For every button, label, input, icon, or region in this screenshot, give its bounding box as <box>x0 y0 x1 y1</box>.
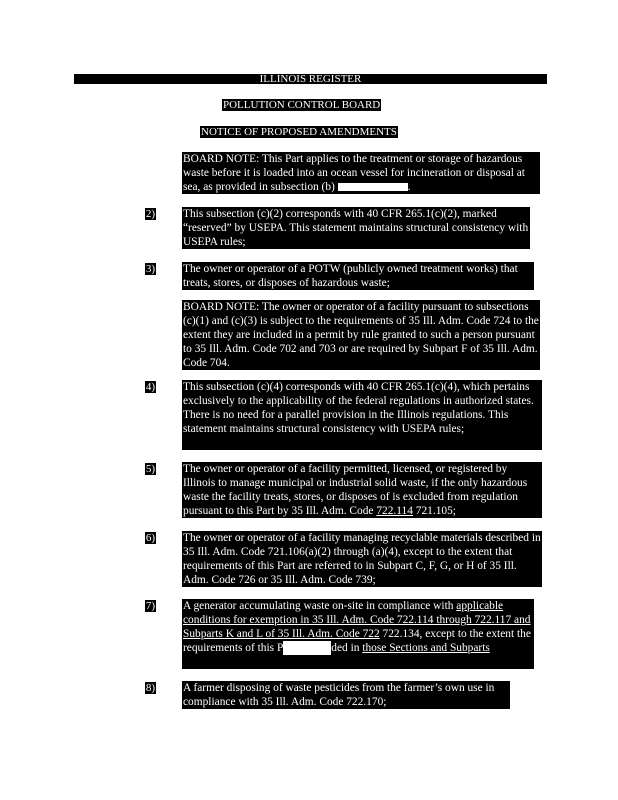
item-number: 7) <box>145 600 156 612</box>
redaction <box>283 641 331 655</box>
notice-title: NOTICE OF PROPOSED AMENDMENTS <box>201 126 397 138</box>
item-5-text-a: The owner or operator of a facility permitted, licensed, or registered by Illinois to manage municipal or industrial solid waste, if the only hazardous waste the facility treats, stores, or disposes of is excluded from regulation pursuant to this Part by 35 Ill. Adm. Code <box>183 463 528 517</box>
item-number: 3) <box>145 263 156 275</box>
board-note-2: BOARD NOTE: The owner or operator of a facility pursuant to subsections (c)(1) and (c)(3) is subject to the requirements of 35 Ill. Adm. Code 724 to the extent they are included in a permit by rule granted to such a person pursuant to 35 Ill. Adm. Code 702 and 703 or are required by Subpart F of 35 Ill. Adm. Code 704. <box>183 301 539 369</box>
item-6-text: The owner or operator of a facility managing recyclable materials described in 35 Ill. Adm. Code 721.106(a)(2) through (a)(4), except to the extent that requirements of this Part are referred to in Subpart C, F, G, or H of 35 Ill. Adm. Code 726 or 35 Ill. Adm. Code 739; <box>183 532 541 586</box>
item-8-text: A farmer disposing of waste pesticides from the farmer’s own use in compliance with 35 Ill. Adm. Code 722.170; <box>182 681 510 709</box>
item-number: 8) <box>145 682 156 694</box>
item-7-text-underlined-2: those Sections and Subparts <box>362 642 490 654</box>
item-5-text-underlined: 722.114 <box>376 505 413 517</box>
item-4-text: This subsection (c)(4) corresponds with 40 CFR 265.1(c)(4), which pertains exclusively to the applicability of the federal regulations in authorized states. There is no need for a parallel provision in the Illinois regulations. This statement maintains structural consistency with USEPA rules; <box>182 380 542 450</box>
item-number: 2) <box>145 208 156 220</box>
item-7-text-underlined-1: applicable conditions for exemption in 35 Ill. Adm. Code 722.114 through 722.117 and Subparts K and L of 35 Ill. Adm. Code 722 <box>183 600 531 640</box>
item-number: 5) <box>145 463 156 475</box>
board-note-1: BOARD NOTE: This Part applies to the treatment or storage of hazardous waste before it is loaded into an ocean vessel for incineration or disposal at sea, as provided in subsection (b) . <box>182 152 540 194</box>
board-note-1-text: BOARD NOTE: This Part applies to the treatment or storage of hazardous waste before it is loaded into an ocean vessel for incineration or disposal at sea, as provided in subsection (b) <box>183 153 525 193</box>
item-3-text: The owner or operator of a POTW (publicly owned treatment works) that treats, stores, or disposes of hazardous waste; <box>182 262 534 290</box>
item-7-text-b: 722.134, except to the extent the requirements of this P <box>183 628 531 654</box>
item-5-text <box>182 462 542 518</box>
item-7-text-a: A generator accumulating waste on-site in compliance with <box>183 600 457 612</box>
item-number: 6) <box>145 532 156 544</box>
item-5-text-b: 721.105; <box>412 505 456 517</box>
item-2-text: This subsection (c)(2) corresponds with 40 CFR 265.1(c)(2), marked “reserved” by USEPA. This statement maintains structural consistency with USEPA rules; <box>183 208 529 248</box>
item-number: 4) <box>145 381 156 393</box>
item-7-text <box>182 599 534 669</box>
register-title: ILLINOIS REGISTER <box>74 74 547 84</box>
item-7-text-c: ded in <box>331 642 363 654</box>
redaction <box>338 183 408 191</box>
board-title: POLLUTION CONTROL BOARD <box>223 99 381 111</box>
